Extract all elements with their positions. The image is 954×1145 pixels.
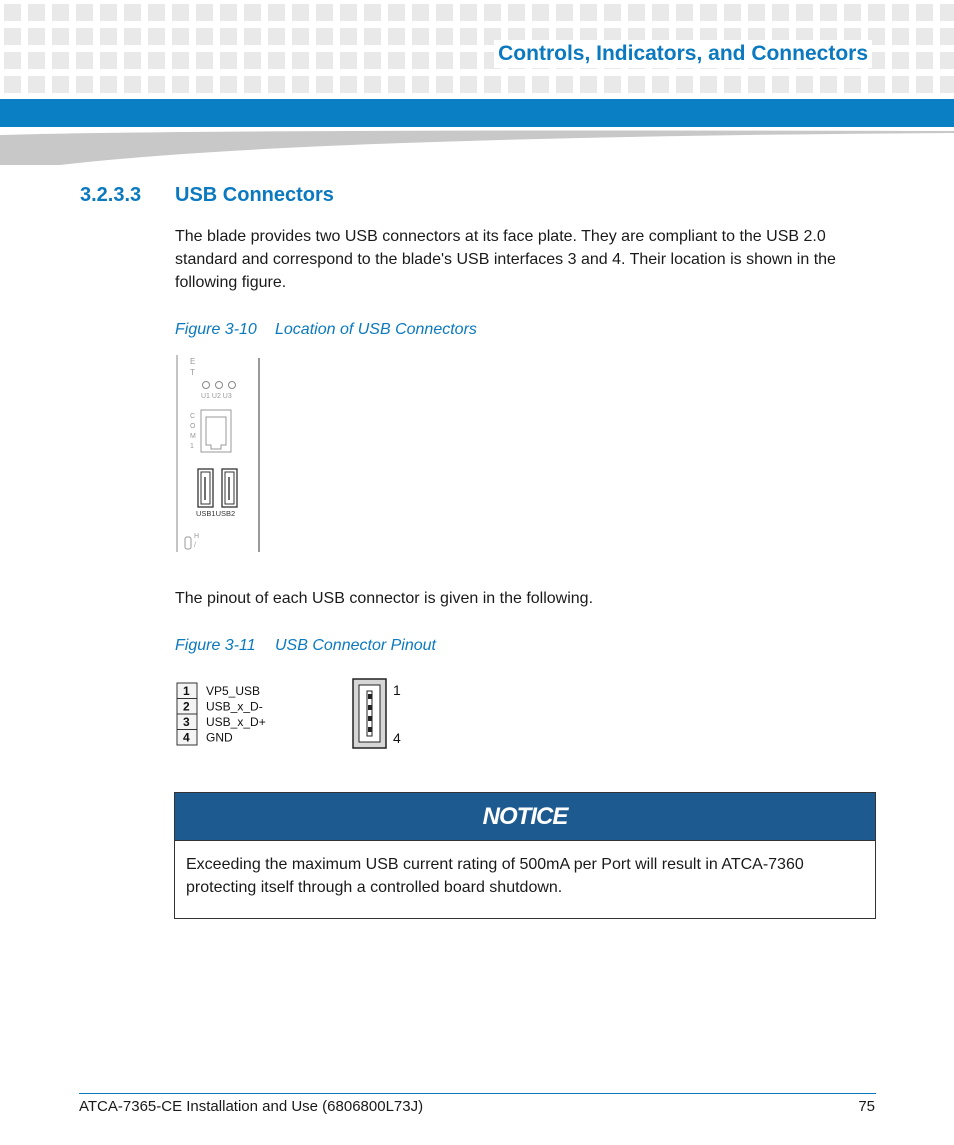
pin-number-4: 4 bbox=[183, 730, 190, 745]
header-tile bbox=[652, 4, 669, 21]
header-tile bbox=[124, 4, 141, 21]
header-tile bbox=[4, 52, 21, 69]
figure-caption-usb-location bbox=[175, 321, 477, 339]
header-tile bbox=[916, 28, 933, 45]
header-tile bbox=[388, 28, 405, 45]
header-tile bbox=[316, 76, 333, 93]
header-tile bbox=[436, 76, 453, 93]
header-tile bbox=[268, 4, 285, 21]
header-tile bbox=[772, 76, 789, 93]
usb-pinout-figure bbox=[175, 678, 415, 750]
section-number: 3.2.3.3 bbox=[80, 184, 142, 206]
header-tile bbox=[76, 4, 93, 21]
header-tile bbox=[772, 4, 789, 21]
header-tile bbox=[604, 76, 621, 93]
figure-title: Location of USB Connectors bbox=[275, 321, 477, 338]
header-tile bbox=[4, 28, 21, 45]
footer-rule bbox=[79, 1093, 876, 1094]
hot-swap-indicator bbox=[185, 537, 191, 549]
pin-signal-2: USB_x_D- bbox=[206, 699, 263, 714]
header-tile bbox=[292, 28, 309, 45]
com1-rj45-inner bbox=[206, 417, 226, 449]
notice-box bbox=[174, 792, 876, 919]
connector-label-bottom: 4 bbox=[393, 730, 401, 746]
header-tile bbox=[820, 76, 837, 93]
header-tile bbox=[292, 4, 309, 21]
header-tile bbox=[676, 4, 693, 21]
header-tile bbox=[700, 76, 717, 93]
header-tile bbox=[4, 76, 21, 93]
header-tile bbox=[580, 4, 597, 21]
led-u2 bbox=[216, 382, 223, 389]
pin-signal-3: USB_x_D+ bbox=[206, 715, 266, 729]
header-tile bbox=[460, 52, 477, 69]
notice-header bbox=[175, 793, 875, 841]
header-tile bbox=[412, 4, 429, 21]
usb-labels: USB1USB2 bbox=[196, 509, 236, 518]
header-tile bbox=[844, 4, 861, 21]
figure-number: Figure 3-11 bbox=[175, 637, 256, 654]
header-tile bbox=[28, 76, 45, 93]
header-tile bbox=[28, 28, 45, 45]
header-tile bbox=[748, 4, 765, 21]
header-tile bbox=[76, 28, 93, 45]
header-tile bbox=[556, 4, 573, 21]
header-tile bbox=[268, 28, 285, 45]
header-tile bbox=[28, 52, 45, 69]
pin-signal-1: VP5_USB bbox=[206, 684, 261, 698]
header-tile bbox=[676, 76, 693, 93]
hot-swap-label-slash: / bbox=[194, 542, 196, 549]
header-tile bbox=[604, 4, 621, 21]
header-tile bbox=[172, 4, 189, 21]
header-tile bbox=[244, 76, 261, 93]
header-tile bbox=[412, 52, 429, 69]
header-tile bbox=[340, 28, 357, 45]
header-tile bbox=[460, 28, 477, 45]
header-tile bbox=[892, 28, 909, 45]
header-tile bbox=[844, 76, 861, 93]
header-tile bbox=[4, 4, 21, 21]
header-tile bbox=[916, 76, 933, 93]
header-tile bbox=[436, 4, 453, 21]
header-tile bbox=[532, 76, 549, 93]
notice-text: Exceeding the maximum USB current rating of 500mA per Port will result in ATCA-7360 protecting itself through a controlled board shutdown. bbox=[186, 856, 804, 896]
header-tile bbox=[940, 76, 954, 93]
header-tile bbox=[892, 4, 909, 21]
header-tile bbox=[220, 52, 237, 69]
header-tile bbox=[268, 76, 285, 93]
header-tile bbox=[292, 52, 309, 69]
header-tile bbox=[364, 76, 381, 93]
pin-number-1: 1 bbox=[183, 684, 190, 698]
header-tile bbox=[484, 4, 501, 21]
header-tile bbox=[100, 4, 117, 21]
header-tile bbox=[100, 52, 117, 69]
header-tile bbox=[724, 76, 741, 93]
header-tile bbox=[100, 28, 117, 45]
header-tile bbox=[316, 4, 333, 21]
header-tile bbox=[700, 4, 717, 21]
header-tile bbox=[76, 76, 93, 93]
header-tile bbox=[868, 4, 885, 21]
header-tile bbox=[340, 76, 357, 93]
header-blue-bar bbox=[0, 99, 954, 127]
header-tile bbox=[940, 28, 954, 45]
header-tile bbox=[748, 76, 765, 93]
header-tile bbox=[460, 4, 477, 21]
header-tile bbox=[124, 52, 141, 69]
hot-swap-label-h: H bbox=[194, 533, 200, 540]
intro-paragraph: The blade provides two USB connectors at its face plate. They are compliant to the USB 2.0 standard and correspond to the blade's USB interfaces 3 and 4. Their location is shown in the following figure. bbox=[175, 228, 836, 291]
header-tile bbox=[148, 28, 165, 45]
header-tile bbox=[124, 76, 141, 93]
header-tile bbox=[220, 76, 237, 93]
pin-signal-4: GND bbox=[206, 730, 233, 745]
header-tile bbox=[76, 52, 93, 69]
header-tile bbox=[124, 28, 141, 45]
header-tile bbox=[556, 76, 573, 93]
header-tile bbox=[196, 76, 213, 93]
led-u1 bbox=[203, 382, 210, 389]
header-tile bbox=[52, 52, 69, 69]
header-tile bbox=[340, 4, 357, 21]
header-tile bbox=[436, 28, 453, 45]
header-tile bbox=[916, 52, 933, 69]
header-tile bbox=[508, 4, 525, 21]
header-tile bbox=[628, 76, 645, 93]
led-u3 bbox=[229, 382, 236, 389]
header-tile bbox=[628, 4, 645, 21]
header-tile bbox=[52, 28, 69, 45]
header-tile bbox=[532, 4, 549, 21]
header-tile bbox=[868, 76, 885, 93]
connector-label-top: 1 bbox=[393, 682, 401, 698]
header-tile bbox=[412, 76, 429, 93]
header-gray-swoosh bbox=[0, 127, 954, 165]
header-tile bbox=[724, 4, 741, 21]
header-tile bbox=[316, 28, 333, 45]
header-tile bbox=[316, 52, 333, 69]
header-tile bbox=[796, 76, 813, 93]
header-tile bbox=[892, 76, 909, 93]
notice-label: NOTICE bbox=[482, 802, 568, 830]
header-tile bbox=[52, 76, 69, 93]
header-tile bbox=[892, 52, 909, 69]
header-tile bbox=[388, 52, 405, 69]
header-tile bbox=[508, 76, 525, 93]
header-tile bbox=[460, 76, 477, 93]
section-title: USB Connectors bbox=[175, 184, 334, 206]
header-tile bbox=[412, 28, 429, 45]
header-tile bbox=[196, 28, 213, 45]
footer-document-title: ATCA-7365-CE Installation and Use (6806800L73J) bbox=[79, 1098, 424, 1115]
header-tile bbox=[916, 4, 933, 21]
figure-caption-usb-pinout bbox=[175, 637, 436, 655]
faceplate-usb-location-figure bbox=[175, 355, 265, 555]
header-tile bbox=[484, 76, 501, 93]
header-tile bbox=[172, 76, 189, 93]
header-tile bbox=[940, 52, 954, 69]
com-label-o: O bbox=[190, 423, 196, 430]
com-label-c: C bbox=[190, 413, 196, 420]
header-tile bbox=[220, 28, 237, 45]
running-header-title: Controls, Indicators, and Connectors bbox=[494, 40, 872, 68]
header-tile bbox=[28, 4, 45, 21]
header-tile bbox=[940, 4, 954, 21]
header-tile bbox=[196, 52, 213, 69]
header-tile bbox=[364, 28, 381, 45]
header-tile bbox=[364, 52, 381, 69]
figure-title: USB Connector Pinout bbox=[275, 637, 436, 654]
pin-number-2: 2 bbox=[183, 699, 190, 714]
footer-page-number: 75 bbox=[858, 1098, 875, 1115]
header-tile bbox=[100, 76, 117, 93]
header-tile bbox=[388, 4, 405, 21]
header-tile bbox=[52, 4, 69, 21]
header-tile bbox=[388, 76, 405, 93]
figure-number: Figure 3-10 bbox=[175, 321, 257, 338]
header-tile bbox=[148, 76, 165, 93]
com-label-1: 1 bbox=[190, 443, 194, 450]
header-tile bbox=[172, 52, 189, 69]
pinout-paragraph: The pinout of each USB connector is given in the following. bbox=[175, 590, 594, 607]
header-tile bbox=[196, 4, 213, 21]
header-tile bbox=[244, 52, 261, 69]
com-label-m: M bbox=[190, 433, 196, 440]
header-tile bbox=[244, 28, 261, 45]
header-tile bbox=[364, 4, 381, 21]
header-tile bbox=[796, 4, 813, 21]
header-tile bbox=[220, 4, 237, 21]
header-tile bbox=[292, 76, 309, 93]
et-label-t: T bbox=[190, 368, 195, 377]
header-tile bbox=[340, 52, 357, 69]
pin-number-3: 3 bbox=[183, 715, 190, 729]
header-tile bbox=[244, 4, 261, 21]
et-label-e: E bbox=[190, 357, 196, 366]
header-tile bbox=[820, 4, 837, 21]
header-tile bbox=[436, 52, 453, 69]
header-tile bbox=[652, 76, 669, 93]
header-tile bbox=[268, 52, 285, 69]
header-tile bbox=[172, 28, 189, 45]
header-tile bbox=[148, 52, 165, 69]
header-tile bbox=[580, 76, 597, 93]
header-tile bbox=[148, 4, 165, 21]
led-labels: U1 U2 U3 bbox=[201, 393, 232, 400]
